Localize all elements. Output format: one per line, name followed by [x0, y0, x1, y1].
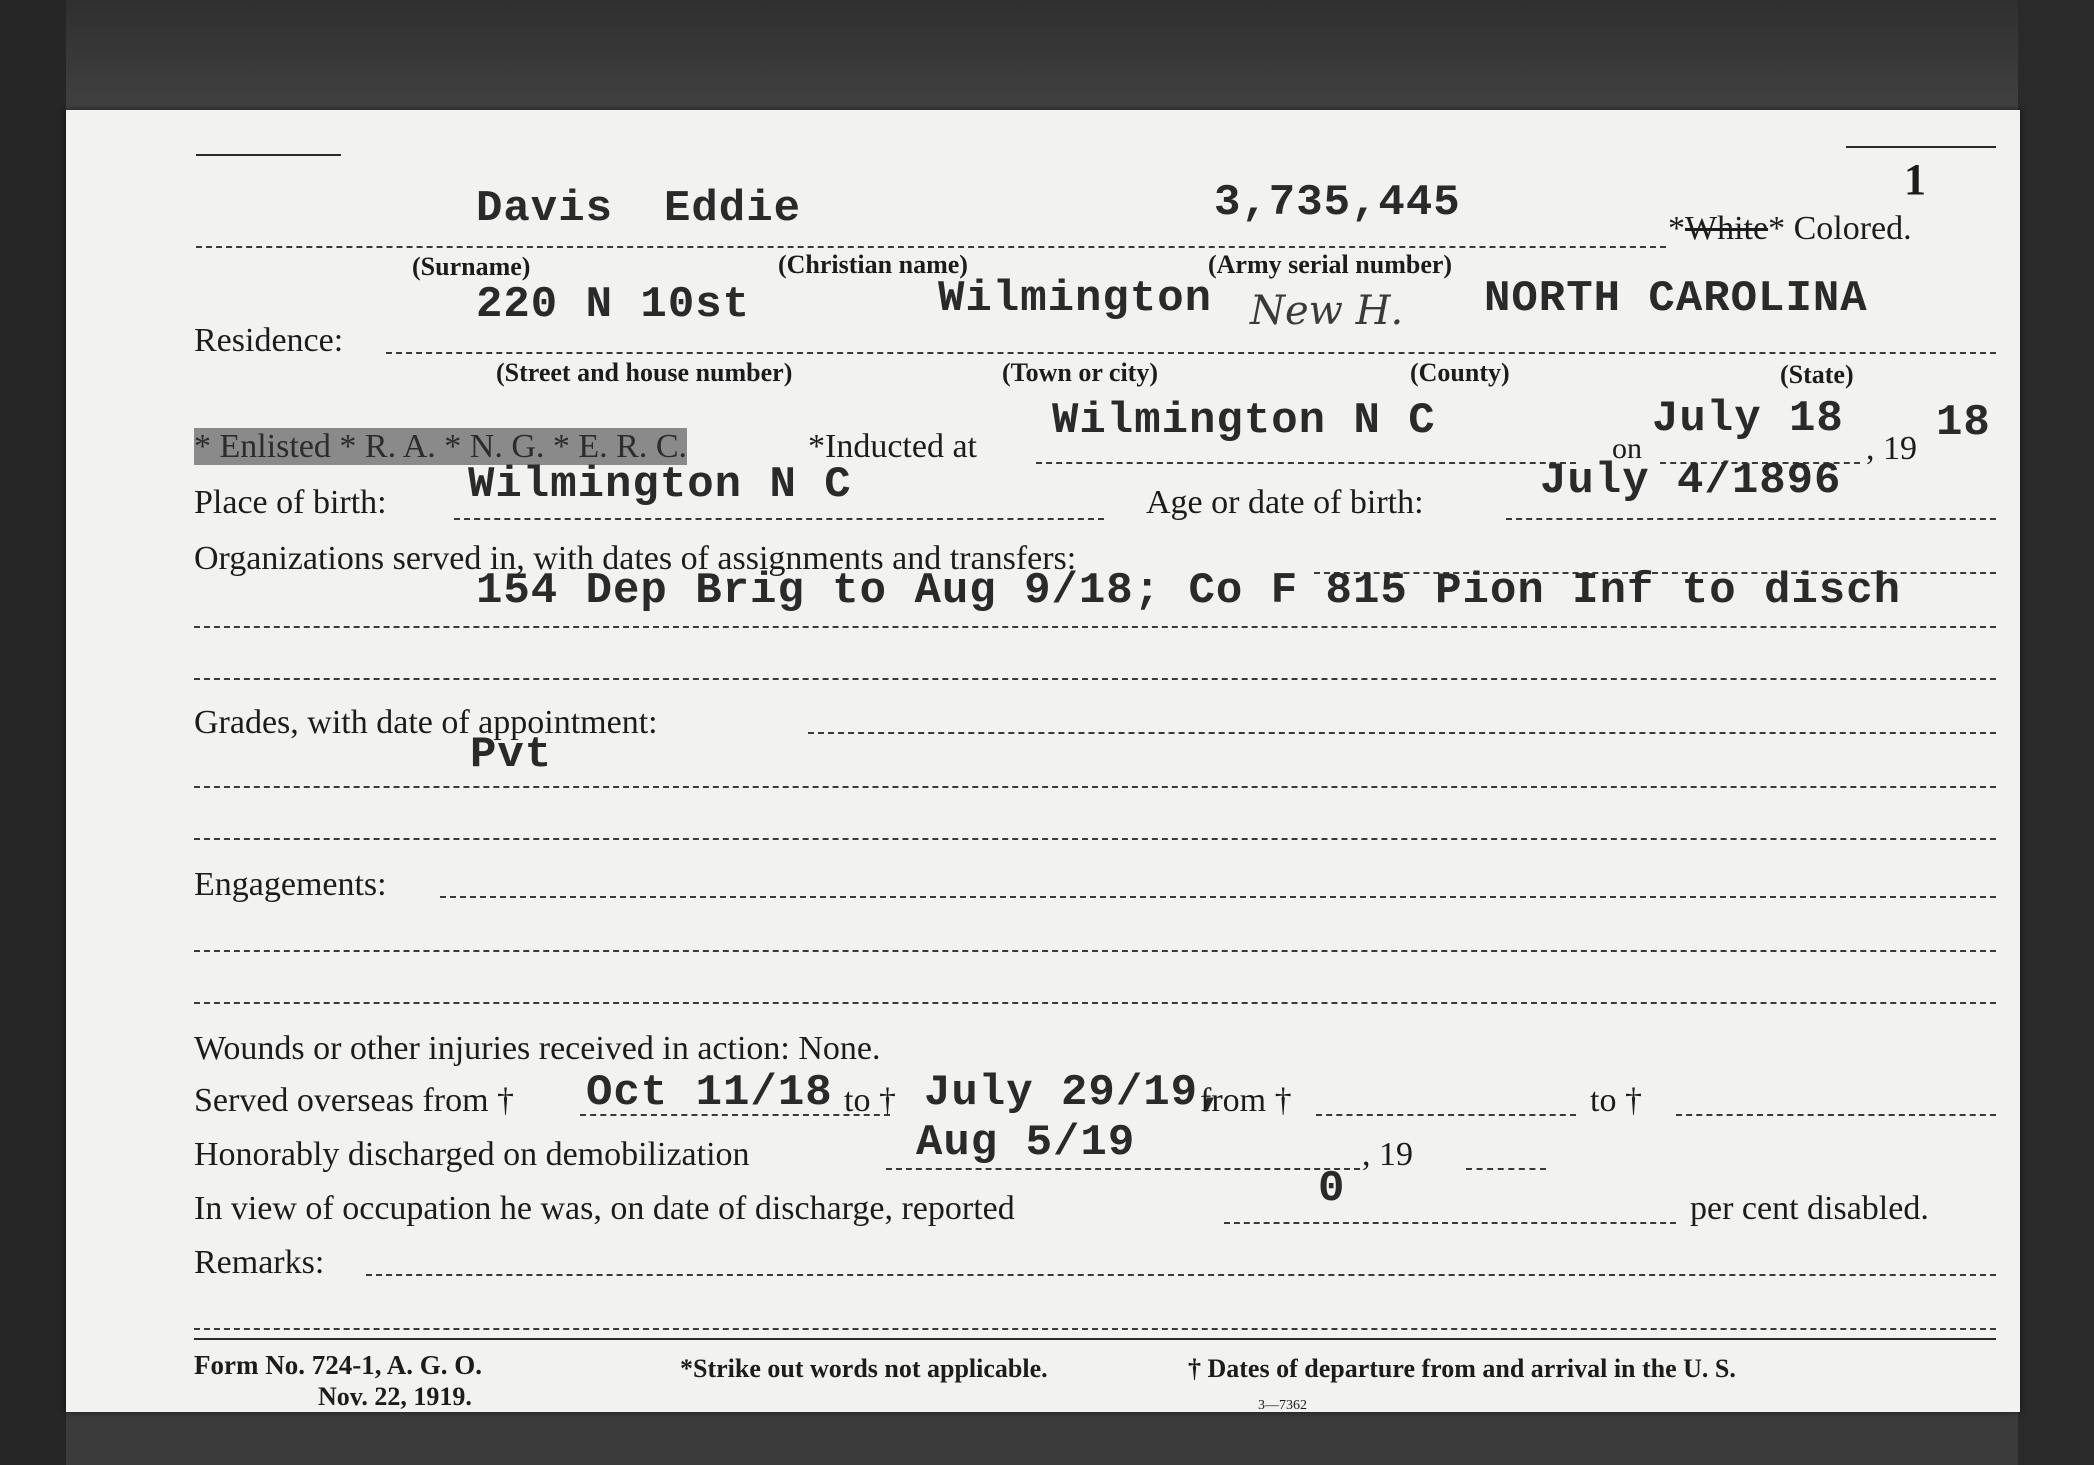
- grades-line-2: [194, 786, 1996, 788]
- overseas-to-label: to †: [844, 1082, 896, 1119]
- residence-label: Residence:: [194, 322, 344, 359]
- inducted-year-prefix: , 19: [1866, 430, 1917, 467]
- state-label: (State): [1780, 360, 1854, 389]
- race-colored: Colored.: [1793, 210, 1912, 247]
- scanner-background-top: [0, 0, 2094, 115]
- discharged-label: Honorably discharged on demobilization: [194, 1136, 750, 1173]
- street-label: (Street and house number): [496, 358, 793, 387]
- overseas-from2-line: [1316, 1114, 1576, 1116]
- town-label: (Town or city): [1002, 358, 1158, 387]
- form-date: Nov. 22, 1919.: [318, 1382, 472, 1411]
- remarks-label: Remarks:: [194, 1244, 325, 1281]
- remarks-line-2: [194, 1328, 1996, 1330]
- form-number: Form No. 724-1, A. G. O.: [194, 1350, 482, 1380]
- race-white: White: [1685, 210, 1769, 247]
- residence-state-value: NORTH CAROLINA: [1484, 274, 1868, 324]
- overseas-to2-line: [1676, 1114, 1996, 1116]
- overseas-from2-label: from †: [1200, 1082, 1292, 1119]
- date-of-birth-value: July 4/1896: [1540, 456, 1842, 506]
- race-options: *White* Colored.: [1668, 210, 1912, 247]
- place-of-birth-value: Wilmington N C: [468, 460, 852, 510]
- inducted-year-value: 18: [1936, 398, 1991, 448]
- overseas-from-value: Oct 11/18: [586, 1068, 833, 1118]
- percent-disabled-value: 0: [1318, 1164, 1346, 1214]
- county-label: (County): [1410, 358, 1510, 387]
- card-number: 1: [1904, 155, 1926, 204]
- name-line: [196, 246, 1666, 248]
- surname-label: (Surname): [412, 252, 531, 281]
- strike-note: *Strike out words not applicable.: [680, 1354, 1048, 1383]
- residence-line: [386, 352, 1996, 354]
- residence-county-value: New H.: [1250, 288, 1404, 334]
- place-of-birth-label: Place of birth:: [194, 484, 387, 521]
- christian-name-label: (Christian name): [778, 250, 968, 279]
- inducted-at-value: Wilmington N C: [1052, 396, 1436, 446]
- engagements-label: Engagements:: [194, 866, 387, 903]
- disabled-label: per cent disabled.: [1690, 1190, 1929, 1227]
- occupation-label: In view of occupation he was, on date of discharge, reported: [194, 1190, 1015, 1227]
- inducted-at-line: [1036, 462, 1576, 464]
- organizations-line-3: [194, 678, 1996, 680]
- discharge-date-line: [886, 1168, 1360, 1170]
- discharge-year-suffix: , 19: [1362, 1136, 1413, 1173]
- served-overseas-label: Served overseas from †: [194, 1082, 515, 1119]
- overseas-to-value: July 29/19,: [924, 1068, 1226, 1118]
- percent-disabled-line: [1224, 1222, 1676, 1224]
- discharge-year-line: [1466, 1168, 1546, 1170]
- inducted-at-label: *Inducted at: [808, 428, 977, 465]
- engagements-line-3: [194, 1002, 1996, 1004]
- grades-line-1: [808, 732, 1996, 734]
- wounds-text: Wounds or other injuries received in action: None.: [194, 1030, 881, 1067]
- residence-street-value: 220 N 10st: [476, 280, 751, 330]
- christian-name-value: Eddie: [664, 184, 802, 234]
- serial-number-value: 3,735,445: [1214, 178, 1461, 228]
- discharge-date-value: Aug 5/19: [916, 1118, 1136, 1168]
- remarks-line-1: [366, 1274, 1996, 1276]
- date-of-birth-line: [1506, 518, 1996, 520]
- residence-town-value: Wilmington: [938, 274, 1213, 324]
- organizations-label: Organizations served in, with dates of assignments and transfers:: [194, 540, 1077, 577]
- footer-rule: [194, 1338, 1996, 1340]
- grades-value: Pvt: [470, 730, 553, 780]
- grades-line-3: [194, 838, 1996, 840]
- scanner-background-left: [0, 0, 66, 1465]
- surname-value: Davis: [476, 184, 614, 234]
- age-or-dob-label: Age or date of birth:: [1146, 484, 1424, 521]
- organizations-value: 154 Dep Brig to Aug 9/18; Co F 815 Pion Inf to disch: [476, 566, 1902, 616]
- serial-number-label: (Army serial number): [1208, 250, 1453, 279]
- engagements-line-2: [194, 950, 1996, 952]
- printer-code: 3—7362: [1258, 1398, 1307, 1413]
- organizations-line-2: [194, 626, 1996, 628]
- service-options-text: * Enlisted * R. A. * N. G. * E. R. C.: [194, 428, 688, 465]
- service-record-card: [66, 110, 2020, 1412]
- inducted-date-value: July 18: [1652, 394, 1844, 444]
- overseas-to2-label: to †: [1590, 1082, 1642, 1119]
- place-of-birth-line: [454, 518, 1104, 520]
- corner-mark-left: [196, 154, 341, 156]
- grades-label: Grades, with date of appointment:: [194, 704, 658, 741]
- corner-mark-right: [1846, 146, 1996, 148]
- scanner-background-right: [2018, 0, 2094, 1465]
- engagements-line-1: [440, 896, 1996, 898]
- on-label: on: [1612, 432, 1642, 465]
- dates-note: † Dates of departure from and arrival in the U. S.: [1188, 1354, 1736, 1383]
